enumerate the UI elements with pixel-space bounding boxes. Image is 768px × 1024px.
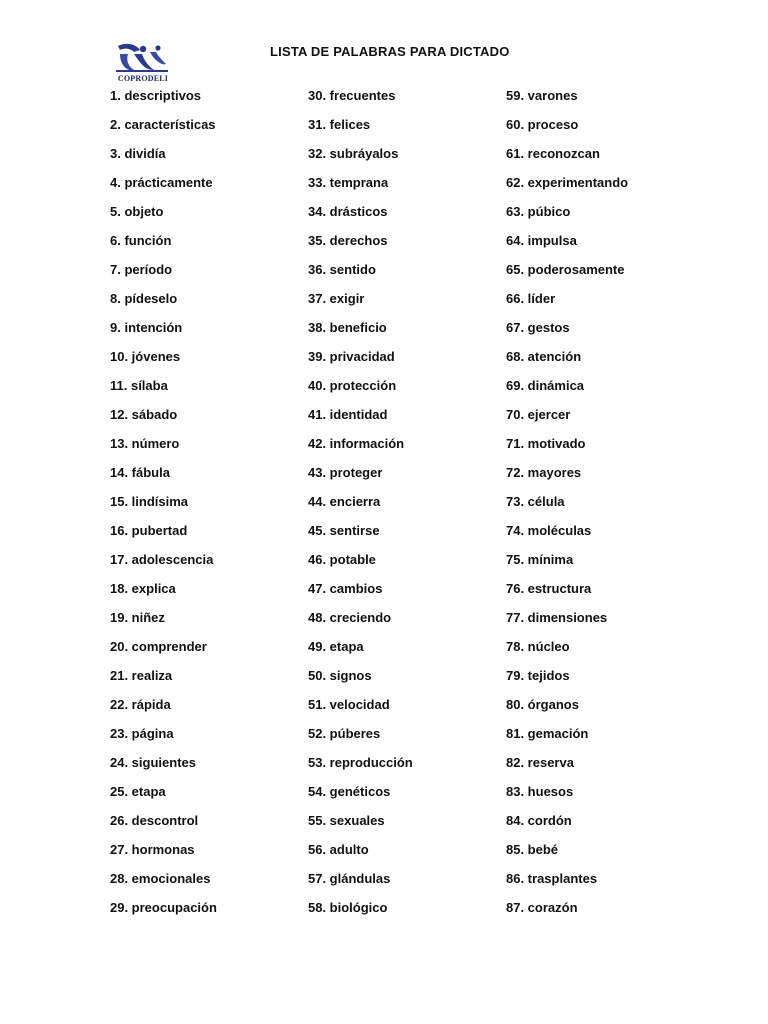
word-item: 41. identidad bbox=[308, 407, 388, 422]
word-item: 81. gemación bbox=[506, 726, 589, 741]
word-item: 27. hormonas bbox=[110, 842, 195, 857]
word-item: 13. número bbox=[110, 436, 180, 451]
word-item: 12. sábado bbox=[110, 407, 178, 422]
word-item: 31. felices bbox=[308, 117, 371, 132]
word-item: 16. pubertad bbox=[110, 523, 188, 538]
word-item: 32. subráyalos bbox=[308, 146, 399, 161]
word-item: 4. prácticamente bbox=[110, 175, 213, 190]
word-item: 82. reserva bbox=[506, 755, 574, 770]
word-item: 58. biológico bbox=[308, 900, 388, 915]
word-item: 28. emocionales bbox=[110, 871, 211, 886]
word-item: 44. encierra bbox=[308, 494, 381, 509]
word-item: 66. líder bbox=[506, 291, 556, 306]
word-item: 25. etapa bbox=[110, 784, 166, 799]
word-item: 61. reconozcan bbox=[506, 146, 600, 161]
word-item: 40. protección bbox=[308, 378, 397, 393]
word-item: 17. adolescencia bbox=[110, 552, 214, 567]
word-item: 49. etapa bbox=[308, 639, 364, 654]
word-item: 65. poderosamente bbox=[506, 262, 625, 277]
word-item: 1. descriptivos bbox=[110, 88, 202, 103]
word-item: 62. experimentando bbox=[506, 175, 629, 190]
word-item: 22. rápida bbox=[110, 697, 171, 712]
word-item: 37. exigir bbox=[308, 291, 365, 306]
word-item: 87. corazón bbox=[506, 900, 578, 915]
word-item: 7. período bbox=[110, 262, 173, 277]
word-item: 24. siguientes bbox=[110, 755, 196, 770]
word-item: 75. mínima bbox=[506, 552, 574, 567]
word-item: 78. núcleo bbox=[506, 639, 570, 654]
word-item: 18. explica bbox=[110, 581, 176, 596]
word-item: 35. derechos bbox=[308, 233, 388, 248]
word-item: 9. intención bbox=[110, 320, 183, 335]
word-item: 69. dinámica bbox=[506, 378, 585, 393]
word-column-1 bbox=[110, 86, 217, 927]
coprodeli-logo bbox=[110, 40, 176, 86]
word-item: 15. lindísima bbox=[110, 494, 189, 509]
word-column-3 bbox=[506, 86, 628, 927]
word-item: 70. ejercer bbox=[506, 407, 571, 422]
word-item: 67. gestos bbox=[506, 320, 570, 335]
word-item: 6. función bbox=[110, 233, 172, 248]
word-item: 80. órganos bbox=[506, 697, 579, 712]
logo-emblem-icon bbox=[110, 40, 176, 76]
page-title: LISTA DE PALABRAS PARA DICTADO bbox=[270, 44, 510, 59]
word-column-2 bbox=[308, 86, 413, 927]
word-item: 21. realiza bbox=[110, 668, 173, 683]
word-item: 72. mayores bbox=[506, 465, 582, 480]
word-item: 34. drásticos bbox=[308, 204, 388, 219]
word-item: 2. características bbox=[110, 117, 216, 132]
word-item: 39. privacidad bbox=[308, 349, 395, 364]
word-item: 59. varones bbox=[506, 88, 578, 103]
word-item: 53. reproducción bbox=[308, 755, 413, 770]
word-item: 52. púberes bbox=[308, 726, 381, 741]
word-item: 20. comprender bbox=[110, 639, 207, 654]
word-item: 84. cordón bbox=[506, 813, 572, 828]
word-item: 43. proteger bbox=[308, 465, 383, 480]
word-item: 79. tejidos bbox=[506, 668, 570, 683]
word-item: 63. púbico bbox=[506, 204, 571, 219]
word-item: 8. pídeselo bbox=[110, 291, 178, 306]
word-item: 5. objeto bbox=[110, 204, 164, 219]
logo-text: COPRODELI bbox=[117, 74, 169, 83]
word-item: 77. dimensiones bbox=[506, 610, 608, 625]
word-item: 76. estructura bbox=[506, 581, 592, 596]
word-item: 56. adulto bbox=[308, 842, 369, 857]
word-item: 47. cambios bbox=[308, 581, 383, 596]
word-item: 54. genéticos bbox=[308, 784, 391, 799]
word-item: 57. glándulas bbox=[308, 871, 391, 886]
word-item: 55. sexuales bbox=[308, 813, 385, 828]
word-item: 45. sentirse bbox=[308, 523, 380, 538]
word-item: 64. impulsa bbox=[506, 233, 577, 248]
word-item: 71. motivado bbox=[506, 436, 586, 451]
word-item: 29. preocupación bbox=[110, 900, 217, 915]
word-item: 50. signos bbox=[308, 668, 372, 683]
word-item: 3. dividía bbox=[110, 146, 166, 161]
word-item: 14. fábula bbox=[110, 465, 170, 480]
word-item: 73. célula bbox=[506, 494, 565, 509]
word-item: 86. trasplantes bbox=[506, 871, 598, 886]
word-item: 26. descontrol bbox=[110, 813, 199, 828]
word-item: 33. temprana bbox=[308, 175, 389, 190]
word-item: 74. moléculas bbox=[506, 523, 592, 538]
word-item: 19. niñez bbox=[110, 610, 165, 625]
word-item: 38. beneficio bbox=[308, 320, 387, 335]
word-item: 23. página bbox=[110, 726, 174, 741]
word-item: 68. atención bbox=[506, 349, 582, 364]
word-item: 46. potable bbox=[308, 552, 376, 567]
word-item: 11. sílaba bbox=[110, 378, 168, 393]
word-item: 60. proceso bbox=[506, 117, 579, 132]
word-item: 51. velocidad bbox=[308, 697, 390, 712]
word-item: 42. información bbox=[308, 436, 405, 451]
word-item: 30. frecuentes bbox=[308, 88, 396, 103]
word-item: 85. bebé bbox=[506, 842, 559, 857]
word-item: 36. sentido bbox=[308, 262, 376, 277]
word-item: 83. huesos bbox=[506, 784, 574, 799]
word-item: 48. creciendo bbox=[308, 610, 392, 625]
word-item: 10. jóvenes bbox=[110, 349, 181, 364]
